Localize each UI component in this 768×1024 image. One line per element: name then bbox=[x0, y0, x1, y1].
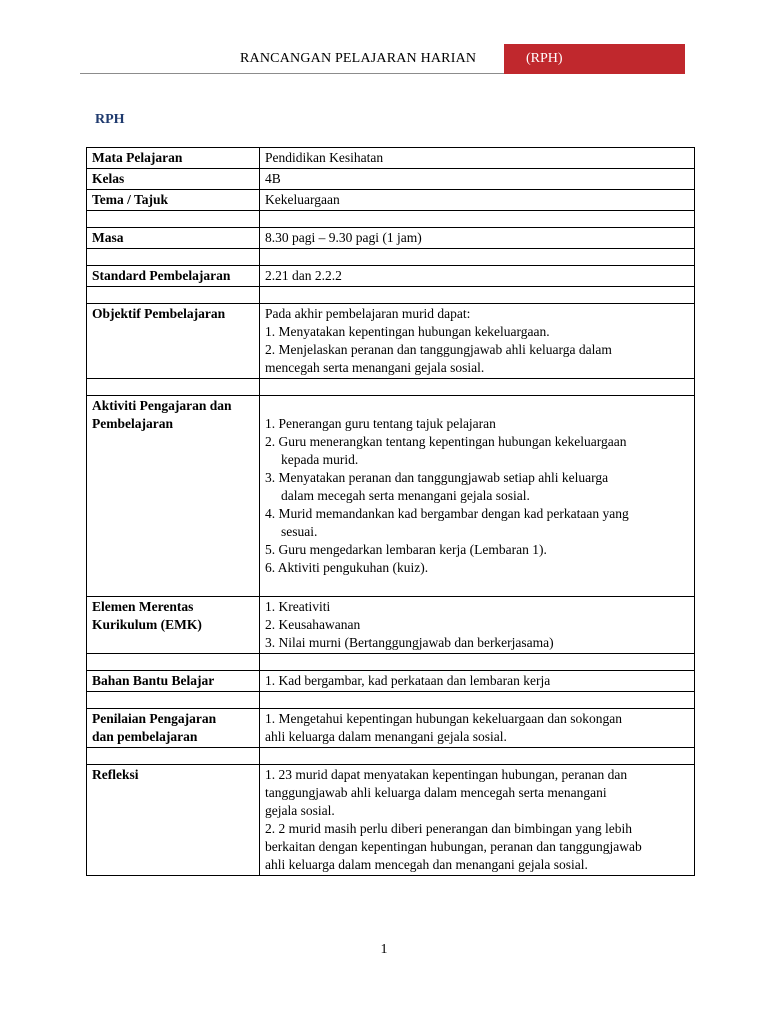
header-rule bbox=[80, 73, 504, 74]
list-item: 5. Guru mengedarkan lembaran kerja (Lembaran 1). bbox=[265, 542, 547, 557]
text-line: mencegah serta menangani gejala sosial. bbox=[265, 360, 485, 375]
list-item: 2. Guru menerangkan tentang kepentingan hubungan kekeluargaan bbox=[265, 434, 627, 449]
label-line: Penilaian Pengajaran bbox=[92, 711, 217, 726]
row-label: Objektif Pembelajaran bbox=[87, 304, 260, 379]
list-item: 4. Murid memandankan kad bergambar dengan kad perkataan yang bbox=[265, 506, 629, 521]
row-value: 8.30 pagi – 9.30 pagi (1 jam) bbox=[260, 228, 695, 249]
row-label: Mata Pelajaran bbox=[87, 148, 260, 169]
table-row bbox=[87, 709, 695, 748]
table-row bbox=[87, 597, 695, 654]
list-item: 3. Nilai murni (Bertanggungjawab dan berkerjasama) bbox=[265, 635, 554, 650]
table-row bbox=[87, 266, 695, 287]
text-line: 1. 23 murid dapat menyatakan kepentingan hubungan, peranan dan bbox=[265, 767, 628, 782]
label-line: Kurikulum (EMK) bbox=[92, 617, 202, 632]
row-label: Bahan Bantu Belajar bbox=[87, 671, 260, 692]
table-row bbox=[87, 190, 695, 211]
section-label: RPH bbox=[95, 112, 125, 127]
header-title: RANCANGAN PELAJARAN HARIAN bbox=[240, 51, 477, 66]
header-tag: (RPH) bbox=[504, 44, 685, 74]
row-label bbox=[87, 597, 260, 654]
spacer-row bbox=[87, 748, 695, 765]
text-line: ahli keluarga dalam mencegah dan menangani gejala sosial. bbox=[265, 857, 588, 872]
row-label: Standard Pembelajaran bbox=[87, 266, 260, 287]
label-line: Pembelajaran bbox=[92, 416, 173, 431]
table-row bbox=[87, 228, 695, 249]
page-header bbox=[80, 44, 685, 74]
table-row bbox=[87, 148, 695, 169]
table-row bbox=[87, 671, 695, 692]
text-line: berkaitan dengan kepentingan hubungan, peranan dan tanggungjawab bbox=[265, 839, 642, 854]
spacer-row bbox=[87, 287, 695, 304]
text-line: 2. 2 murid masih perlu diberi penerangan dan bimbingan yang lebih bbox=[265, 821, 633, 836]
list-item: 1. Kreativiti bbox=[265, 599, 331, 614]
row-label bbox=[87, 709, 260, 748]
list-item-continued: dalam mecegah serta menangani gejala sosial. bbox=[281, 488, 530, 503]
row-label: Masa bbox=[87, 228, 260, 249]
list-item: 3. Menyatakan peranan dan tanggungjawab setiap ahli keluarga bbox=[265, 470, 609, 485]
table-row bbox=[87, 169, 695, 190]
row-label: Kelas bbox=[87, 169, 260, 190]
text-line: 2. Menjelaskan peranan dan tanggungjawab ahli keluarga dalam bbox=[265, 342, 612, 357]
list-item: 2. Keusahawanan bbox=[265, 617, 361, 632]
table-row bbox=[87, 396, 695, 597]
spacer-row bbox=[87, 692, 695, 709]
row-value bbox=[260, 709, 695, 748]
list-item-continued: kepada murid. bbox=[281, 452, 359, 467]
row-label: Tema / Tajuk bbox=[87, 190, 260, 211]
lesson-plan-table bbox=[86, 147, 695, 876]
text-line: 1. Menyatakan kepentingan hubungan kekeluargaan. bbox=[265, 324, 550, 339]
row-value: 2.21 dan 2.2.2 bbox=[260, 266, 695, 287]
row-value: 1. Kad bergambar, kad perkataan dan lembaran kerja bbox=[260, 671, 695, 692]
row-value: 4B bbox=[260, 169, 695, 190]
table-row bbox=[87, 765, 695, 876]
text-line: gejala sosial. bbox=[265, 803, 335, 818]
row-value: Pendidikan Kesihatan bbox=[260, 148, 695, 169]
spacer-row bbox=[87, 379, 695, 396]
row-value bbox=[260, 765, 695, 876]
table-row bbox=[87, 304, 695, 379]
spacer-row bbox=[87, 211, 695, 228]
spacer-row bbox=[87, 249, 695, 266]
row-value: Kekeluargaan bbox=[260, 190, 695, 211]
list-item-continued: sesuai. bbox=[281, 524, 318, 539]
row-label: Refleksi bbox=[87, 765, 260, 876]
label-line: Aktiviti Pengajaran dan bbox=[92, 398, 232, 413]
spacer-row bbox=[87, 654, 695, 671]
page-number: 1 bbox=[380, 942, 388, 957]
label-line: Elemen Merentas bbox=[92, 599, 194, 614]
text-line: tanggungjawab ahli keluarga dalam mencegah serta menangani bbox=[265, 785, 607, 800]
list-item: 1. Penerangan guru tentang tajuk pelajaran bbox=[265, 416, 496, 431]
row-value bbox=[260, 396, 695, 597]
text-line: ahli keluarga dalam menangani gejala sosial. bbox=[265, 729, 507, 744]
label-line: dan pembelajaran bbox=[92, 729, 198, 744]
text-line: Pada akhir pembelajaran murid dapat: bbox=[265, 306, 471, 321]
list-item: 6. Aktiviti pengukuhan (kuiz). bbox=[265, 560, 429, 575]
row-value bbox=[260, 304, 695, 379]
row-value bbox=[260, 597, 695, 654]
row-label bbox=[87, 396, 260, 597]
text-line: 1. Mengetahui kepentingan hubungan kekeluargaan dan sokongan bbox=[265, 711, 623, 726]
